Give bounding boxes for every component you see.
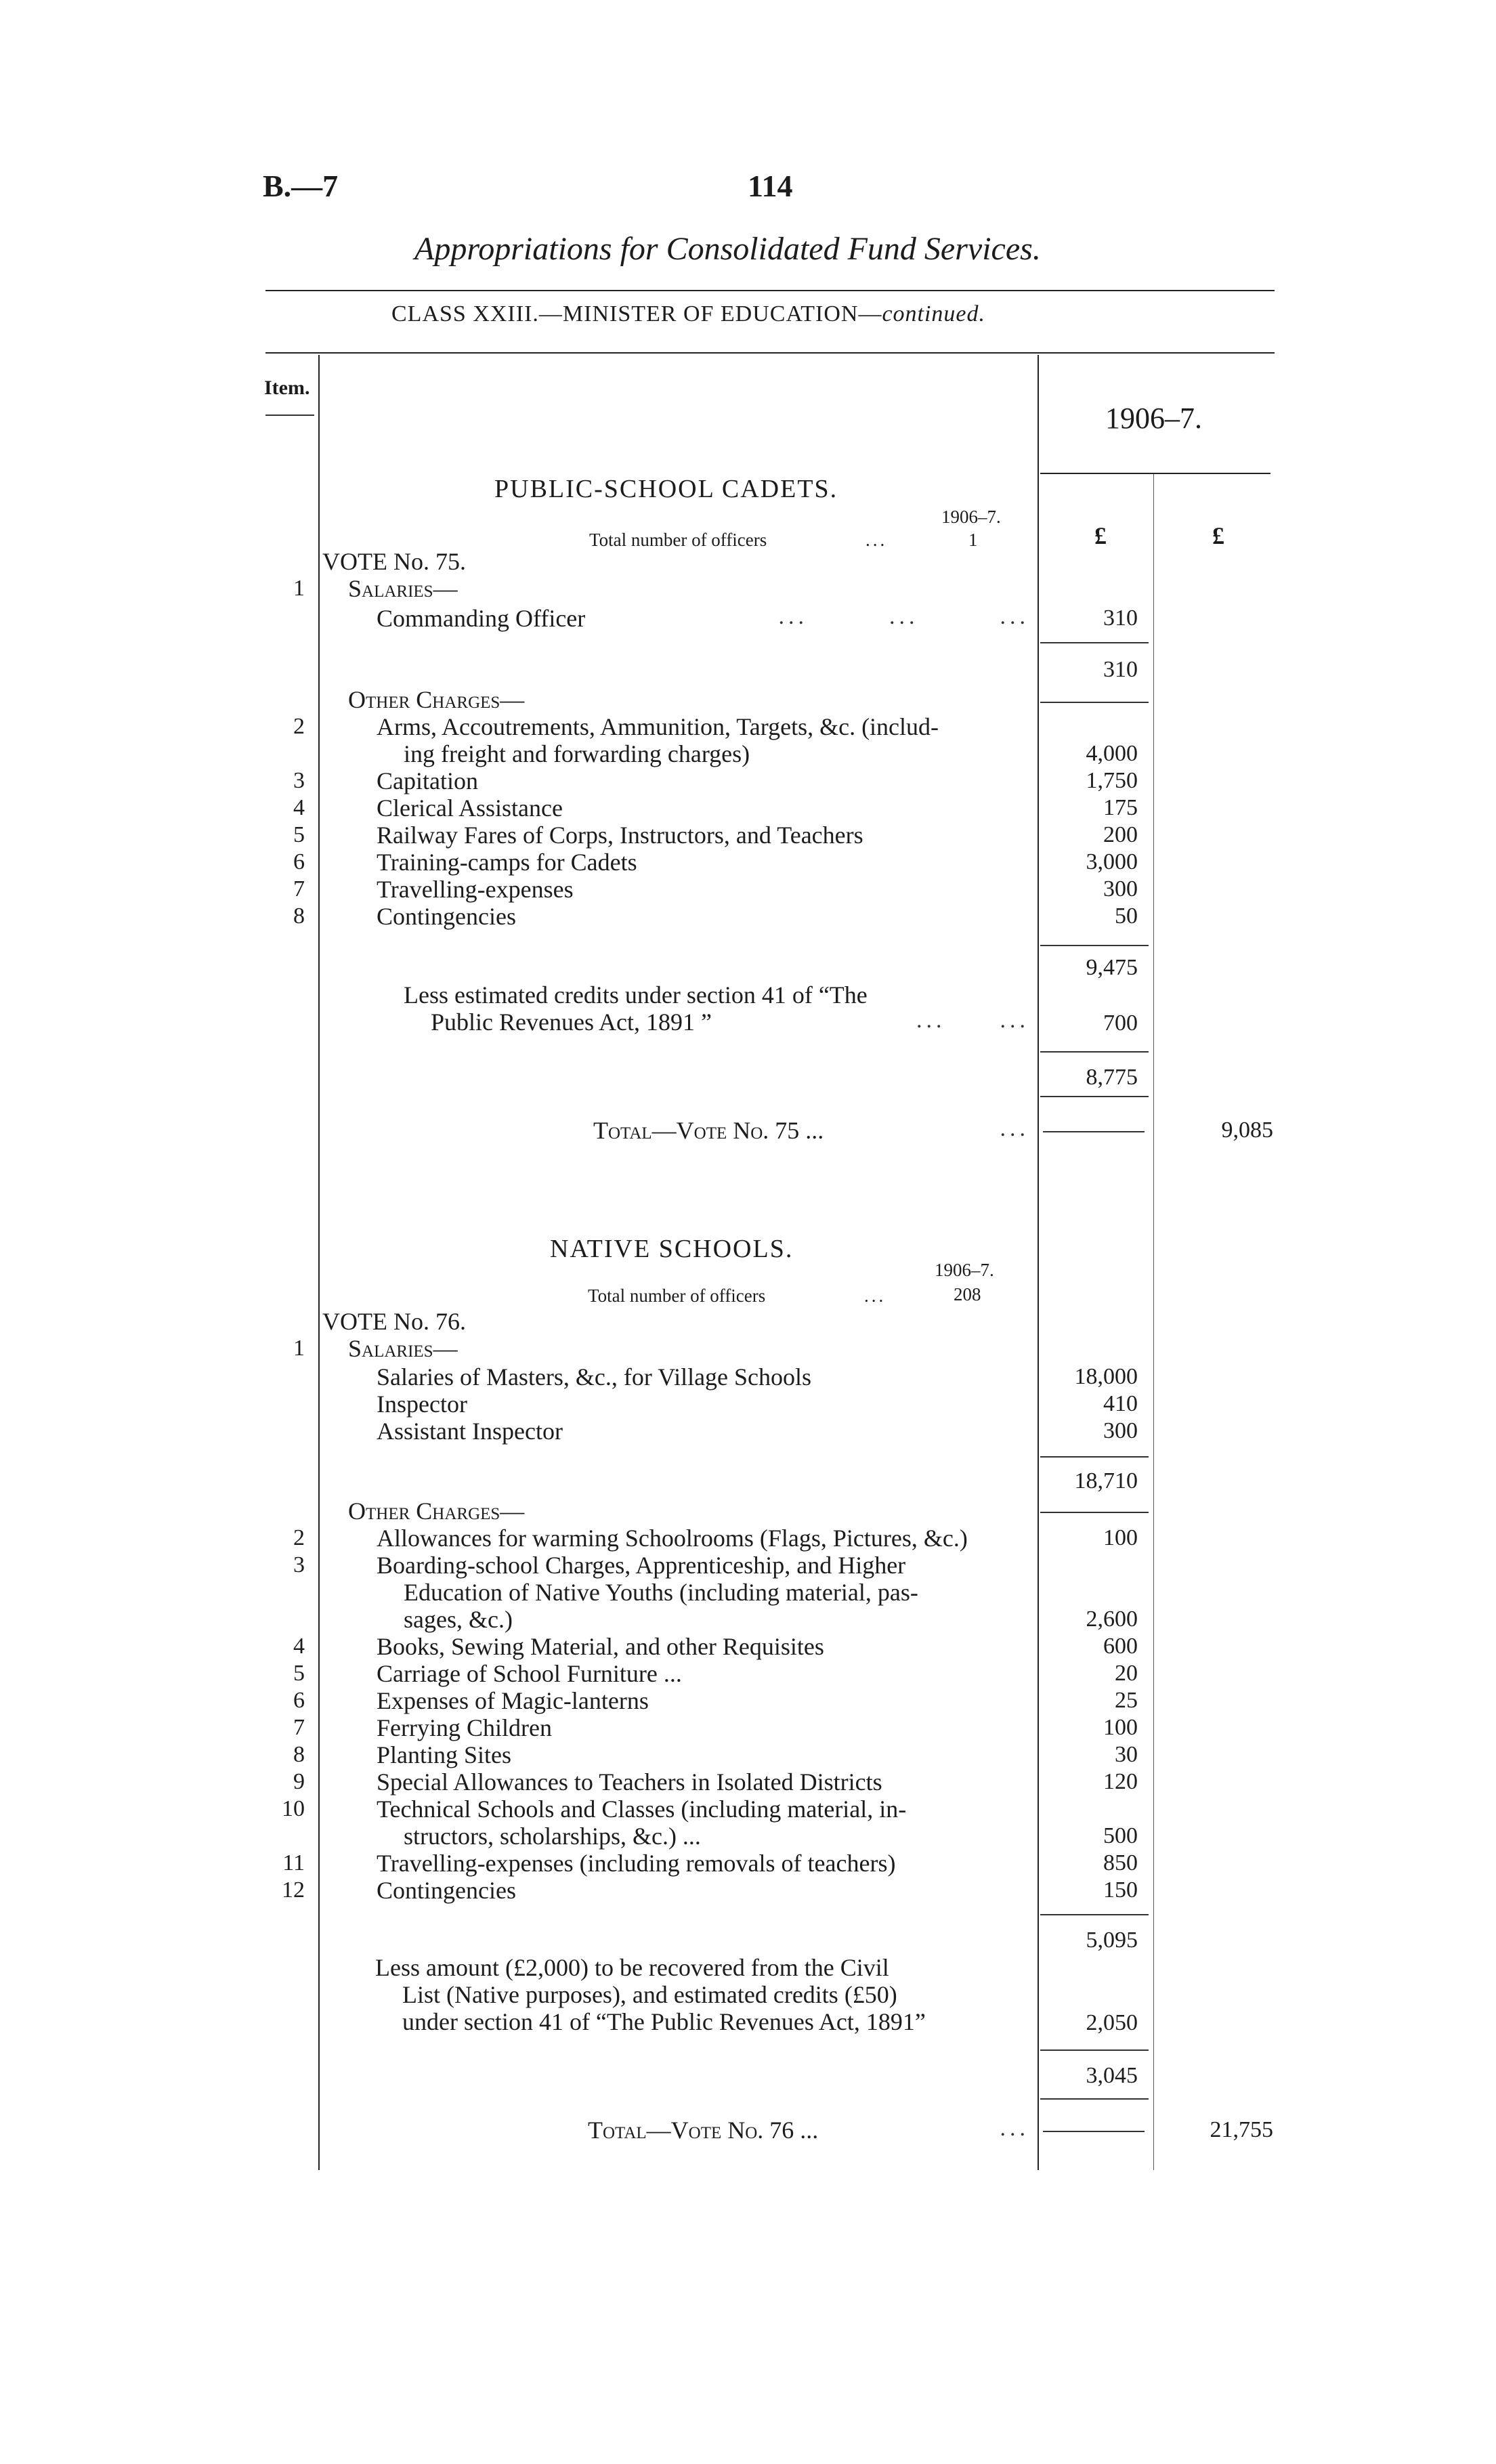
item-column-header: Item.	[264, 377, 310, 399]
line-item-desc: Ferrying Children	[377, 1714, 552, 1741]
item-number: 9	[293, 1769, 305, 1794]
less-credits-amount: 700	[1103, 1011, 1138, 1036]
line-item-amount: 1,750	[1086, 768, 1138, 793]
line-item-amount: 175	[1103, 795, 1138, 820]
page-number: 114	[748, 169, 793, 203]
line-item-desc: Railway Fares of Corps, Instructors, and Teachers	[377, 822, 863, 849]
officers-leader: ...	[864, 1286, 886, 1306]
line-item-desc: Travelling-expenses (including removals of teachers)	[377, 1850, 896, 1877]
line-item-desc: Clerical Assistance	[377, 794, 563, 822]
currency-col2: £	[1212, 522, 1224, 549]
net-rule	[1040, 1051, 1149, 1053]
item-number: 7	[293, 1715, 305, 1740]
line-item-desc: Education of Native Youths (including material, pas-	[404, 1579, 918, 1606]
line-item-desc: structors, scholarships, &c.) ...	[404, 1823, 701, 1850]
item-number: 8	[293, 904, 305, 929]
line-item-desc: Salaries of Masters, &c., for Village Schools	[377, 1363, 812, 1390]
vote-total-amount: 21,755	[1210, 2117, 1273, 2142]
leader-dots: ... ...	[916, 1008, 1029, 1033]
vote-total-label: Total—Vote No. 75 ...	[593, 1117, 824, 1144]
page-title: Appropriations for Consolidated Fund Services.	[414, 231, 1041, 267]
leader-dots: ...	[1000, 1116, 1029, 1141]
line-item-amount: 100	[1103, 1525, 1138, 1550]
line-item-amount: 150	[1103, 1877, 1138, 1903]
line-item-desc: Arms, Accoutrements, Ammunition, Targets, &c. (includ-	[377, 713, 939, 740]
officers-year: 1906–7.	[941, 507, 1001, 527]
line-item-amount: 200	[1103, 822, 1138, 847]
line-item-amount: 120	[1103, 1769, 1138, 1794]
line-item-desc: Carriage of School Furniture ...	[377, 1660, 682, 1687]
subtotal-rule	[1040, 1914, 1149, 1915]
line-item-desc: Assistant Inspector	[377, 1418, 563, 1445]
line-item-desc: Capitation	[377, 767, 478, 794]
line-item-desc: Special Allowances to Teachers in Isolated Districts	[377, 1768, 882, 1796]
line-item-desc: Technical Schools and Classes (including material, in-	[377, 1796, 907, 1823]
item-number: 4	[293, 1634, 305, 1659]
line-item-desc: Allowances for warming Schoolrooms (Flags, Pictures, &c.)	[377, 1525, 968, 1552]
year-header-rule	[1040, 473, 1270, 474]
item-number: 10	[282, 1796, 305, 1821]
leader-dots: ... ... ...	[778, 604, 1029, 629]
line-item-desc: Contingencies	[377, 903, 516, 930]
year-column-header: 1906–7.	[1105, 402, 1202, 435]
less-recovered-line2: List (Native purposes), and estimated credits (£50)	[402, 1981, 897, 2008]
line-item-desc: Travelling-expenses	[377, 876, 574, 903]
net-rule	[1040, 2049, 1149, 2051]
item-number: 3	[293, 768, 305, 793]
line-item-desc: Training-camps for Cadets	[377, 849, 637, 876]
section-title-cadets: PUBLIC-SCHOOL CADETS.	[494, 475, 838, 503]
line-item-desc: Boarding-school Charges, Apprenticeship, and Higher	[377, 1552, 906, 1579]
officers-label: Total number of officers	[589, 530, 767, 550]
class-heading: CLASS XXIII.—MINISTER OF EDUCATION—continued.	[391, 301, 986, 326]
salaries-subtotal: 310	[1103, 657, 1138, 682]
item-number: 2	[293, 1525, 305, 1550]
item-number: 6	[293, 1688, 305, 1713]
item-number: 7	[293, 876, 305, 901]
line-item-amount: 500	[1103, 1823, 1138, 1848]
subtotal-rule	[1040, 1512, 1149, 1513]
item-number: 1	[293, 576, 305, 601]
line-item-desc: Expenses of Magic-lanterns	[377, 1687, 649, 1714]
amount-column-divider	[1038, 355, 1039, 2170]
less-credits-line2: Public Revenues Act, 1891 ”	[431, 1008, 712, 1036]
line-item-amount: 20	[1115, 1661, 1138, 1686]
item-number: 12	[282, 1877, 305, 1903]
line-item-amount: 850	[1103, 1850, 1138, 1875]
other-charges-heading: Other Charges—	[348, 1497, 525, 1525]
vote-total-amount: 9,085	[1221, 1118, 1273, 1143]
item-number: 4	[293, 795, 305, 820]
less-credits-line1: Less estimated credits under section 41 of “The	[404, 981, 868, 1008]
item-header-rule	[265, 415, 314, 416]
officers-year: 1906–7.	[935, 1260, 994, 1280]
item-column-divider	[318, 355, 320, 2170]
line-item-amount: 30	[1115, 1742, 1138, 1767]
total-dash	[1043, 2131, 1145, 2132]
net-rule	[1040, 2098, 1149, 2100]
vote-total-label: Total—Vote No. 76 ...	[588, 2117, 819, 2144]
item-number: 6	[293, 849, 305, 874]
line-item-desc: Books, Sewing Material, and other Requisites	[377, 1633, 824, 1660]
line-item-amount: 50	[1115, 904, 1138, 929]
subtotal-rule	[1040, 1456, 1149, 1458]
officers-count: 1	[968, 530, 978, 550]
other-charges-heading: Other Charges—	[348, 686, 525, 713]
salaries-heading: Salaries—	[348, 1335, 458, 1362]
line-item-desc: Inspector	[377, 1390, 467, 1418]
total-column-divider	[1153, 474, 1154, 2170]
currency-col1: £	[1094, 522, 1107, 549]
officers-label: Total number of officers	[588, 1286, 766, 1306]
line-item-desc: sages, &c.)	[404, 1606, 513, 1633]
line-item-desc: Commanding Officer	[377, 605, 586, 632]
leader-dots: ...	[1000, 2116, 1029, 2141]
salaries-subtotal: 18,710	[1074, 1468, 1138, 1493]
page-code: B.—7	[263, 169, 339, 203]
subtotal-rule	[1040, 945, 1149, 946]
total-dash	[1043, 1131, 1145, 1132]
line-item-amount: 600	[1103, 1634, 1138, 1659]
line-item-amount: 310	[1103, 606, 1138, 631]
less-recovered-amount: 2,050	[1086, 2010, 1138, 2035]
item-number: 3	[293, 1552, 305, 1577]
less-recovered-line3: under section 41 of “The Public Revenues Act, 1891”	[402, 2008, 926, 2035]
item-number: 8	[293, 1742, 305, 1767]
subtotal-rule	[1040, 642, 1149, 643]
officers-leader: ...	[865, 530, 888, 550]
salaries-heading: Salaries—	[348, 575, 458, 602]
title-rule	[265, 290, 1275, 291]
other-subtotal: 9,475	[1086, 955, 1138, 980]
line-item-amount: 300	[1103, 876, 1138, 901]
item-number: 11	[282, 1850, 305, 1875]
vote-label: VOTE No. 75.	[322, 548, 466, 575]
net-amount: 8,775	[1086, 1065, 1138, 1090]
line-item-desc: ing freight and forwarding charges)	[404, 740, 750, 767]
vote-label: VOTE No. 76.	[322, 1308, 466, 1335]
line-item-desc: Contingencies	[377, 1877, 516, 1904]
line-item-amount: 410	[1103, 1391, 1138, 1416]
item-number: 1	[293, 1336, 305, 1361]
other-subtotal: 5,095	[1086, 1928, 1138, 1953]
line-item-amount: 4,000	[1086, 741, 1138, 766]
officers-count: 208	[954, 1284, 981, 1304]
line-item-amount: 300	[1103, 1418, 1138, 1443]
line-item-amount: 18,000	[1074, 1364, 1138, 1389]
net-rule	[1040, 1096, 1149, 1097]
item-number: 5	[293, 822, 305, 847]
line-item-amount: 25	[1115, 1688, 1138, 1713]
subtotal-rule	[1040, 702, 1149, 703]
less-recovered-line1: Less amount (£2,000) to be recovered from the Civil	[375, 1954, 889, 1981]
class-rule	[265, 352, 1275, 354]
line-item-amount: 100	[1103, 1715, 1138, 1740]
item-number: 2	[293, 714, 305, 739]
line-item-amount: 2,600	[1086, 1607, 1138, 1632]
line-item-desc: Planting Sites	[377, 1741, 512, 1768]
section-title-native-schools: NATIVE SCHOOLS.	[550, 1235, 794, 1263]
item-number: 5	[293, 1661, 305, 1686]
net-amount: 3,045	[1086, 2063, 1138, 2088]
line-item-amount: 3,000	[1086, 849, 1138, 874]
